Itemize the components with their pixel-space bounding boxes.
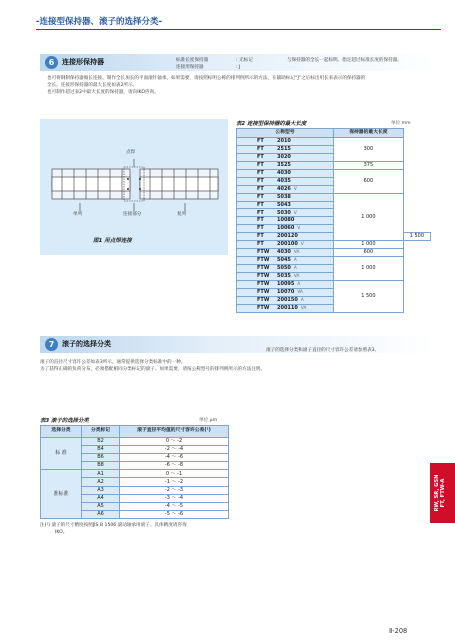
model-cell: FT 200120 bbox=[237, 233, 334, 241]
class-mark-cell: A1 bbox=[82, 470, 120, 478]
column-header: 选择分类 bbox=[41, 426, 82, 438]
tolerance-cell: -5 ～ -6 bbox=[120, 510, 229, 518]
table3-unit: 单位 μm bbox=[199, 418, 218, 423]
table3-note: 注(¹) 滚子的尺寸精度按照JIS B 1506 滚动轴承用滚子。具体精度请咨询 bbox=[40, 523, 187, 528]
model-cell: FTW 10070 VA bbox=[237, 288, 334, 296]
class-group-cell: 准标准 bbox=[41, 470, 82, 519]
model-cell: FT 3020 bbox=[237, 153, 334, 161]
table-row bbox=[41, 438, 229, 446]
section-title: 连接形保持器 bbox=[62, 58, 104, 66]
table3-note: IKO。 bbox=[55, 530, 68, 535]
model-cell: FTW 200110 VA bbox=[237, 304, 334, 312]
tolerance-cell: -6 ～ -8 bbox=[120, 462, 229, 470]
column-header: 滚子直径平均值的尺寸容许公差(¹) bbox=[120, 426, 229, 438]
tolerance-cell: -4 ～ -5 bbox=[120, 502, 229, 510]
max-length-cell: 1 000 bbox=[334, 241, 404, 249]
label-connection: 连接部分 bbox=[123, 212, 142, 217]
definition-mark: : 无标记 bbox=[236, 58, 253, 63]
class-mark-cell: A4 bbox=[82, 494, 120, 502]
table-row bbox=[237, 249, 431, 257]
paragraph-line: 也可将钢制保持器做长连接。制作全长加长的平面滚针轴承，如果需要，请按照标明公称的排列例所示的方法，在辅助标记“J”之后标出用长来表示的保持器的 bbox=[47, 76, 366, 81]
cage-connection-diagram bbox=[40, 119, 228, 255]
table-row bbox=[237, 161, 431, 169]
model-cell: FTW 5050 A bbox=[237, 265, 334, 273]
definition-row: 连接形保持器 bbox=[176, 65, 204, 70]
table-row bbox=[237, 241, 431, 249]
table-row bbox=[237, 193, 431, 201]
paragraph-line: 也可制作超过表2中最大长度的保持器，请向IKO咨询。 bbox=[47, 90, 159, 95]
max-length-cell: 1 000 bbox=[334, 257, 404, 281]
side-tab-line: RW, SR, GSN bbox=[434, 474, 440, 512]
side-tab-line: FT, FTW-A bbox=[440, 478, 447, 508]
max-length-cell: 1 500 bbox=[334, 280, 404, 312]
table3-title: 表3 滚子的选择分类 bbox=[40, 418, 89, 424]
definition-desc: 与保持器的全长一起标明。指定超过标准长度的保持器。 bbox=[287, 58, 402, 63]
model-cell: FTW 5035 VA bbox=[237, 272, 334, 280]
table2-title: 表2 连接型保持器的最大长度 bbox=[236, 121, 307, 127]
model-cell: FTW 4030 VA bbox=[237, 249, 334, 257]
model-cell: FT 2515 bbox=[237, 145, 334, 153]
tolerance-cell: 0 ～ -1 bbox=[120, 470, 229, 478]
class-group-cell: 标 准 bbox=[41, 438, 82, 470]
model-cell: FT 5038 bbox=[237, 193, 334, 201]
section-title: 滚子的选择分类 bbox=[62, 340, 111, 348]
model-cell: FTW 10095 A bbox=[237, 280, 334, 288]
max-length-cell: 1 500 bbox=[403, 233, 430, 241]
tolerance-cell: -2 ～ -4 bbox=[120, 446, 229, 454]
title-underline bbox=[36, 29, 441, 30]
page-title-bar bbox=[28, 17, 438, 29]
model-cell: FT 4026 V bbox=[237, 185, 334, 193]
table-row bbox=[237, 138, 431, 146]
model-cell: FT 4035 bbox=[237, 177, 334, 185]
section-number: 6 bbox=[45, 56, 58, 69]
max-length-cell: 600 bbox=[334, 169, 404, 193]
table-max-cage-length bbox=[236, 128, 431, 313]
page-number: Ⅱ-208 bbox=[389, 627, 408, 635]
column-header: 公称型号 bbox=[237, 129, 334, 138]
section-number: 7 bbox=[45, 338, 58, 351]
section-note: 滚子的选择分类和滚子直径的尺寸容许公差请参照表3。 bbox=[266, 348, 380, 353]
label-single-row: 单列 bbox=[73, 212, 83, 217]
table-row bbox=[237, 257, 431, 265]
max-length-cell: 600 bbox=[334, 249, 404, 257]
paragraph-line: 滚子的直径尺寸容许公差如表3所示。通常提供选择分类标准中的一种。 bbox=[40, 360, 186, 365]
max-length-cell: 375 bbox=[334, 161, 404, 169]
column-header: 保持器的最大长度 bbox=[334, 129, 404, 138]
tolerance-cell: 0 ～ -2 bbox=[120, 438, 229, 446]
max-length-cell: 300 bbox=[334, 138, 404, 162]
class-mark-cell: A5 bbox=[82, 502, 120, 510]
class-mark-cell: B2 bbox=[82, 438, 120, 446]
tolerance-cell: -3 ～ -4 bbox=[120, 494, 229, 502]
table2-unit: 单位 mm bbox=[391, 121, 411, 126]
class-mark-cell: A3 bbox=[82, 486, 120, 494]
model-cell: FT 5043 bbox=[237, 201, 334, 209]
model-cell: FT 5030 V bbox=[237, 209, 334, 217]
table-row bbox=[237, 169, 431, 177]
tolerance-cell: -4 ～ -6 bbox=[120, 454, 229, 462]
class-mark-cell: A6 bbox=[82, 510, 120, 518]
model-cell: FT 10060 V bbox=[237, 225, 334, 233]
model-cell: FTW 200150 A bbox=[237, 296, 334, 304]
tolerance-cell: -2 ～ -3 bbox=[120, 486, 229, 494]
label-weld: 点焊 bbox=[126, 150, 136, 155]
max-length-cell: 1 000 bbox=[334, 193, 404, 241]
model-cell: FTW 5045 A bbox=[237, 257, 334, 265]
class-mark-cell: B6 bbox=[82, 454, 120, 462]
label-double-row: 复列 bbox=[177, 212, 187, 217]
definition-mark: : J bbox=[236, 65, 241, 70]
table-roller-selection bbox=[40, 425, 229, 519]
page-title: -连接型保持器、滚子的选择分类- bbox=[36, 17, 163, 27]
figure-spot-weld bbox=[40, 119, 228, 255]
model-cell: FT 4030 bbox=[237, 169, 334, 177]
column-header: 分类标记 bbox=[82, 426, 120, 438]
class-mark-cell: B4 bbox=[82, 446, 120, 454]
model-cell: FT 3525 bbox=[237, 161, 334, 169]
paragraph-line: 为了获得正确的负荷分布，必须搭配相同分类标记的滚子。如果需要，请按公称型号的排列例所示的方法注明。 bbox=[40, 367, 266, 372]
model-cell: FT 2010 bbox=[237, 138, 334, 146]
model-cell: FT 10080 bbox=[237, 217, 334, 225]
chapter-side-tab[interactable] bbox=[430, 463, 455, 523]
tolerance-cell: -1 ～ -2 bbox=[120, 478, 229, 486]
model-cell: FT 200100 V bbox=[237, 241, 334, 249]
definition-row: 标准长度保持器 bbox=[176, 58, 209, 63]
class-mark-cell: A2 bbox=[82, 478, 120, 486]
table-row bbox=[237, 280, 431, 288]
figure-caption: 图1 用点焊连接 bbox=[93, 238, 132, 244]
paragraph-line: 全长。连接形保持器的最大长度如表2所示。 bbox=[47, 83, 138, 88]
table-row bbox=[41, 470, 229, 478]
class-mark-cell: B8 bbox=[82, 462, 120, 470]
